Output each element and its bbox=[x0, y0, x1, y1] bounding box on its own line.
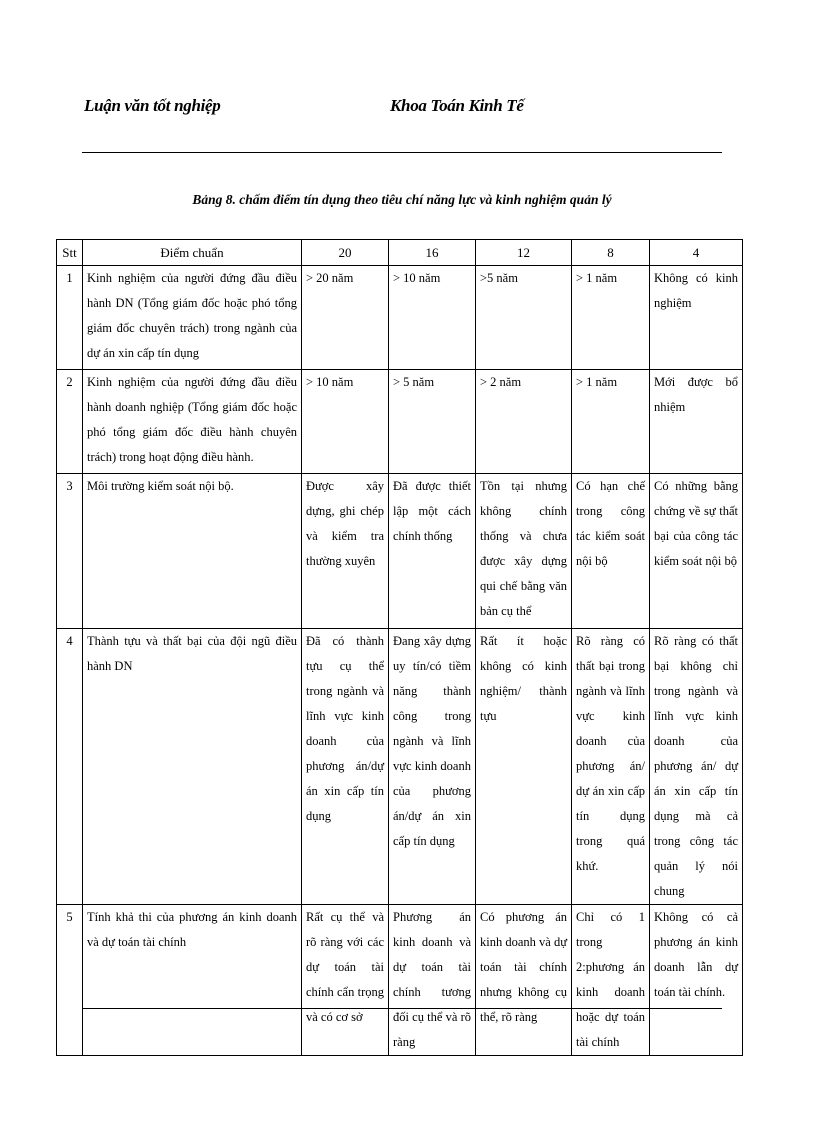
score-8-cell: Chỉ có 1 trong 2:phương án kinh doanh hoặc dự toán tài chính bbox=[572, 905, 650, 1056]
score-4-cell: Rõ ràng có thất bại không chỉ trong ngành và lĩnh vực kinh doanh của phương án/ dự án xin cấp tín dụng mà cả trong công tác quản lý nói chung bbox=[650, 629, 743, 905]
score-4-cell: Không có cả phương án kinh doanh lẫn dự toán tài chính. bbox=[650, 905, 743, 1056]
row-number: 3 bbox=[57, 474, 83, 629]
header-score-20: 20 bbox=[302, 240, 389, 266]
table-row bbox=[57, 266, 743, 370]
header-score-16: 16 bbox=[389, 240, 476, 266]
header-score-4: 4 bbox=[650, 240, 743, 266]
header-divider bbox=[82, 152, 722, 153]
table-row bbox=[57, 629, 743, 905]
score-8-cell: > 1 năm bbox=[572, 370, 650, 474]
score-4-cell: Không có kinh nghiệm bbox=[650, 266, 743, 370]
score-8-cell: Có hạn chế trong công tác kiểm soát nội bộ bbox=[572, 474, 650, 629]
score-12-cell: >5 năm bbox=[476, 266, 572, 370]
row-number: 1 bbox=[57, 266, 83, 370]
header-stt: Stt bbox=[57, 240, 83, 266]
table-row bbox=[57, 370, 743, 474]
score-16-cell: Đã được thiết lập một cách chính thống bbox=[389, 474, 476, 629]
score-20-cell: Được xây dựng, ghi chép và kiểm tra thường xuyên bbox=[302, 474, 389, 629]
table-row bbox=[57, 905, 743, 1056]
credit-scoring-table bbox=[56, 239, 743, 1056]
criteria-cell: Kinh nghiệm của người đứng đầu điều hành DN (Tổng giám đốc hoặc phó tổng giám đốc chuyên trách) trong ngành của dự án xin cấp tín dụng bbox=[83, 266, 302, 370]
score-8-cell: Rõ ràng có thất bại trong ngành và lĩnh vực kinh doanh của phương án/ dự án xin cấp tín dụng trong quá khứ. bbox=[572, 629, 650, 905]
score-20-cell: > 10 năm bbox=[302, 370, 389, 474]
row-number: 5 bbox=[57, 905, 83, 1056]
score-4-cell: Mới được bổ nhiệm bbox=[650, 370, 743, 474]
score-12-cell: Có phương án kinh doanh và dự toán tài chính nhưng không cụ thể, rõ ràng bbox=[476, 905, 572, 1056]
score-20-cell: Đã có thành tựu cụ thể trong ngành và lĩnh vực kinh doanh của phương án/dự án xin cấp tín dụng bbox=[302, 629, 389, 905]
table-header-row bbox=[57, 240, 743, 266]
header-score-12: 12 bbox=[476, 240, 572, 266]
score-12-cell: > 2 năm bbox=[476, 370, 572, 474]
header-right-title: Khoa Toán Kinh Tế bbox=[390, 96, 524, 115]
criteria-cell: Tính khả thi của phương án kinh doanh và dự toán tài chính bbox=[83, 905, 302, 1056]
footer-divider bbox=[82, 1008, 722, 1009]
header-criteria: Điểm chuẩn bbox=[83, 240, 302, 266]
score-20-cell: Rất cụ thể và rõ ràng với các dự toán tài chính cẩn trọng và có cơ sở bbox=[302, 905, 389, 1056]
score-8-cell: > 1 năm bbox=[572, 266, 650, 370]
table-caption: Bảng 8. chấm điểm tín dụng theo tiêu chí năng lực và kinh nghiệm quản lý bbox=[192, 192, 612, 207]
score-16-cell: Phương án kinh doanh và dự toán tài chính tương đối cụ thể và rõ ràng bbox=[389, 905, 476, 1056]
score-12-cell: Rất ít hoặc không có kinh nghiệm/ thành tựu bbox=[476, 629, 572, 905]
row-number: 2 bbox=[57, 370, 83, 474]
header-left-title: Luận văn tốt nghiệp bbox=[84, 96, 221, 115]
table-row bbox=[57, 474, 743, 629]
header-score-8: 8 bbox=[572, 240, 650, 266]
score-12-cell: Tồn tại nhưng không chính thống và chưa được xây dựng qui chế bằng văn bản cụ thể bbox=[476, 474, 572, 629]
score-4-cell: Có những bằng chứng về sự thất bại của công tác kiểm soát nội bộ bbox=[650, 474, 743, 629]
criteria-cell: Môi trường kiểm soát nội bộ. bbox=[83, 474, 302, 629]
row-number: 4 bbox=[57, 629, 83, 905]
criteria-cell: Thành tựu và thất bại của đội ngũ điều hành DN bbox=[83, 629, 302, 905]
score-16-cell: Đang xây dựng uy tín/có tiềm năng thành công trong ngành và lĩnh vực kinh doanh của phương án/dự án xin cấp tín dụng bbox=[389, 629, 476, 905]
score-20-cell: > 20 năm bbox=[302, 266, 389, 370]
criteria-cell: Kinh nghiệm của người đứng đầu điều hành doanh nghiệp (Tổng giám đốc hoặc phó tổng giám đốc điều hành chuyên trách) trong hoạt động điều hành. bbox=[83, 370, 302, 474]
score-16-cell: > 5 năm bbox=[389, 370, 476, 474]
score-16-cell: > 10 năm bbox=[389, 266, 476, 370]
